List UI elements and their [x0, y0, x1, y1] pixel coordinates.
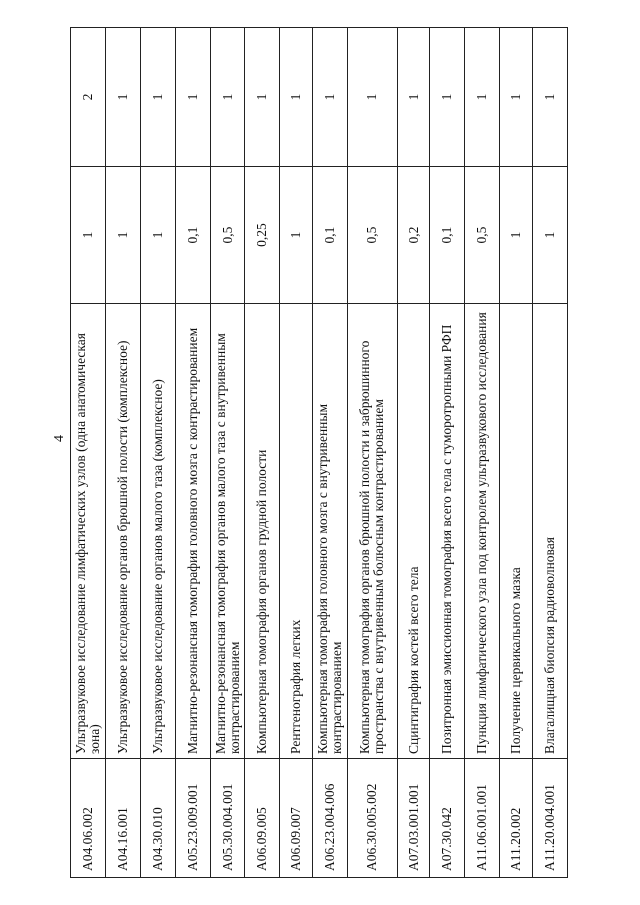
- frequency-value: 0,1: [175, 167, 210, 304]
- table-row: [397, 28, 430, 878]
- services-table-body: [71, 28, 568, 878]
- service-name: Сцинтиграфия костей всего тела: [397, 304, 430, 759]
- frequency-value: 0,1: [313, 167, 348, 304]
- service-name: Влагалищная биопсия радиоволновая: [533, 304, 568, 759]
- table-row: [500, 28, 533, 878]
- frequency-value: 0,5: [210, 167, 245, 304]
- service-name: Компьютерная томография органов брюшной полости и забрюшинного пространства с внутривенным болюсным контрастированием: [348, 304, 398, 759]
- multiplicity-value: 1: [533, 28, 568, 167]
- service-code: А06.23.004.006: [313, 759, 348, 878]
- table-row: [140, 28, 175, 878]
- service-code: А07.03.001.001: [397, 759, 430, 878]
- service-code: А04.06.002: [71, 759, 106, 878]
- table-row: [465, 28, 500, 878]
- multiplicity-value: 1: [105, 28, 140, 167]
- multiplicity-value: 1: [140, 28, 175, 167]
- service-code: А04.16.001: [105, 759, 140, 878]
- frequency-value: 0,25: [245, 167, 280, 304]
- multiplicity-value: 1: [397, 28, 430, 167]
- frequency-value: 0,1: [430, 167, 465, 304]
- frequency-value: 0,2: [397, 167, 430, 304]
- services-table: [70, 27, 568, 878]
- service-name: Ультразвуковое исследование органов брюшной полости (комплексное): [105, 304, 140, 759]
- table-row: [245, 28, 280, 878]
- service-code: А07.30.042: [430, 759, 465, 878]
- service-name: Пункция лимфатического узла под контролем ультразвукового исследования: [465, 304, 500, 759]
- table-row: [71, 28, 106, 878]
- table-row: [175, 28, 210, 878]
- frequency-value: 1: [105, 167, 140, 304]
- service-name: Ультразвуковое исследование лимфатических узлов (одна анатомическая зона): [71, 304, 106, 759]
- service-code: А04.30.010: [140, 759, 175, 878]
- service-name: Компьютерная томография головного мозга с внутривенным контрастированием: [313, 304, 348, 759]
- frequency-value: 1: [140, 167, 175, 304]
- frequency-value: 1: [500, 167, 533, 304]
- table-row: [430, 28, 465, 878]
- multiplicity-value: 1: [245, 28, 280, 167]
- service-name: Магнитно-резонансная томография органов малого таза с внутривенным контрастированием: [210, 304, 245, 759]
- services-table-container: [70, 66, 568, 878]
- table-row: [348, 28, 398, 878]
- multiplicity-value: 1: [280, 28, 313, 167]
- frequency-value: 1: [71, 167, 106, 304]
- multiplicity-value: 1: [500, 28, 533, 167]
- table-row: [313, 28, 348, 878]
- service-code: А06.09.005: [245, 759, 280, 878]
- multiplicity-value: 2: [71, 28, 106, 167]
- multiplicity-value: 1: [313, 28, 348, 167]
- multiplicity-value: 1: [348, 28, 398, 167]
- frequency-value: 1: [280, 167, 313, 304]
- multiplicity-value: 1: [175, 28, 210, 167]
- frequency-value: 1: [533, 167, 568, 304]
- service-name: Рентгенография легких: [280, 304, 313, 759]
- service-code: А05.30.004.001: [210, 759, 245, 878]
- table-row: [533, 28, 568, 878]
- table-row: [210, 28, 245, 878]
- service-code: А11.06.001.001: [465, 759, 500, 878]
- service-name: Получение цервикального мазка: [500, 304, 533, 759]
- frequency-value: 0,5: [348, 167, 398, 304]
- service-name: Позитронная эмиссионная томография всего тела с туморотропными РФП: [430, 304, 465, 759]
- multiplicity-value: 1: [430, 28, 465, 167]
- multiplicity-value: 1: [210, 28, 245, 167]
- service-code: А11.20.004.001: [533, 759, 568, 878]
- table-row: [280, 28, 313, 878]
- frequency-value: 0,5: [465, 167, 500, 304]
- service-code: А11.20.002: [500, 759, 533, 878]
- service-name: Магнитно-резонансная томография головного мозга с контрастированием: [175, 304, 210, 759]
- service-name: Компьютерная томография органов грудной полости: [245, 304, 280, 759]
- page-number: 4: [52, 435, 67, 442]
- table-row: [105, 28, 140, 878]
- service-code: А06.30.005.002: [348, 759, 398, 878]
- service-code: А05.23.009.001: [175, 759, 210, 878]
- service-code: А06.09.007: [280, 759, 313, 878]
- service-name: Ультразвуковое исследование органов малого таза (комплексное): [140, 304, 175, 759]
- multiplicity-value: 1: [465, 28, 500, 167]
